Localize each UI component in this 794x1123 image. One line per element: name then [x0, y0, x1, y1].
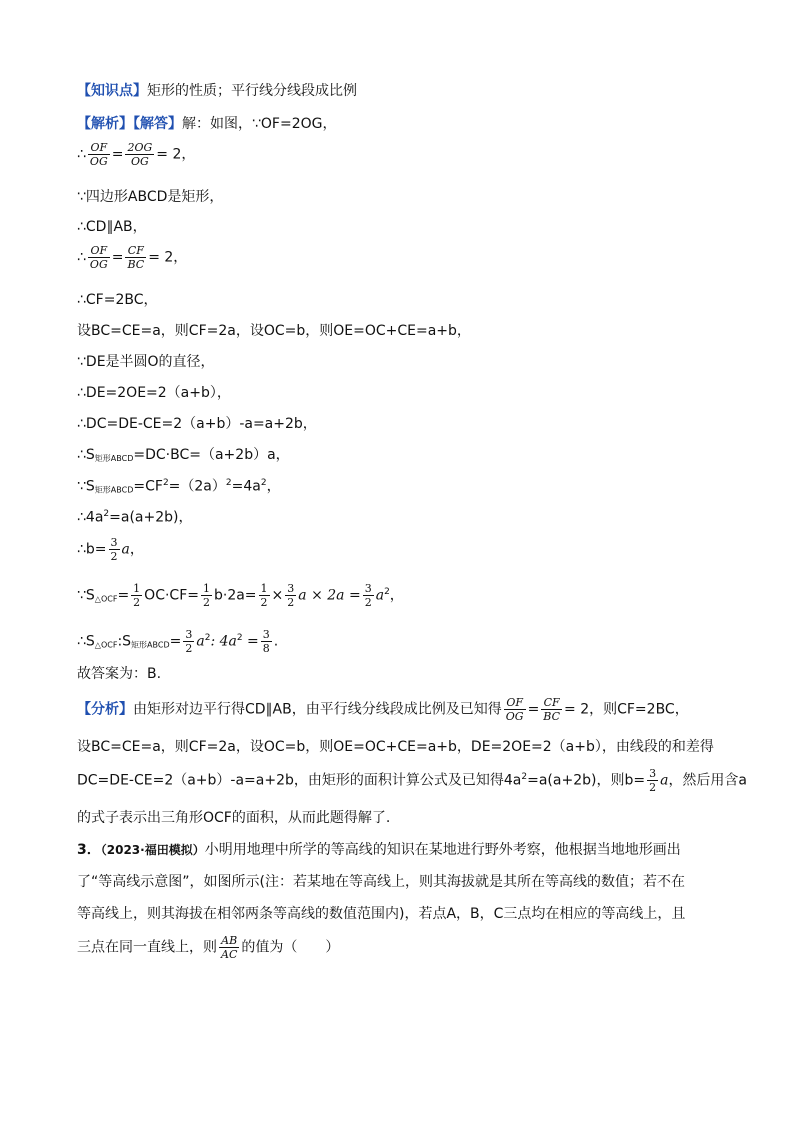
step-10-b: =DC·BC=（a+2b）a，	[133, 447, 290, 463]
step-11-b: =CF	[133, 478, 163, 495]
step-12-b: =a(a+2b)，	[109, 509, 193, 526]
fraction-1-2: $\frac{1}{2}$	[260, 582, 268, 609]
exp: 2	[204, 632, 211, 643]
step-4-prefix: ∴	[77, 249, 86, 266]
step-10	[77, 448, 290, 463]
step-9: ∴DC=DE-CE=2（a+b）-a=a+2b，	[77, 416, 317, 432]
fraction-2og-og: $\frac{2OG}{OG}$	[127, 141, 153, 168]
exp: 2	[103, 509, 110, 519]
step-2: ∵四边形ABCD是矩形，	[77, 189, 224, 205]
question-l4a: 三点在同一直线上，则	[77, 939, 217, 956]
fraction-3-8: $\frac{3}{8}$	[262, 628, 270, 655]
summary-tag: 【分析】	[77, 701, 133, 718]
fraction-3-2: $\frac{3}{2}$	[110, 536, 118, 563]
analysis-tag: 【解析】	[77, 116, 133, 132]
step-1-prefix: ∴	[77, 146, 86, 163]
answer-tag: 【解答】	[133, 116, 182, 132]
exp: 2	[162, 478, 169, 488]
summary-line-2: 设BC=CE=a，则CF=2a，设OC=b，则OE=OC+CE=a+b，DE=2OE=2（a+b），由线段的和差得	[77, 739, 714, 755]
fraction-cf-bc: $\frac{CF}{BC}$	[127, 244, 145, 271]
equals-sign: =	[527, 701, 540, 718]
question-line-2: 了“等高线示意图”，如图所示(注：若某地在等高线上，则其海拔就是其所在等高线的数值；若不在	[77, 874, 685, 890]
step-8: ∴DE=2OE=2（a+b），	[77, 385, 231, 401]
summary-l1b: = 2，则CF=2BC，	[564, 701, 689, 718]
summary-line-3	[77, 768, 747, 793]
rect-subscript: 矩形ABCD	[94, 485, 134, 495]
step-7: ∵DE是半圆O的直径，	[77, 354, 215, 370]
step-5: ∴CF=2BC，	[77, 292, 158, 308]
var-a: a	[660, 772, 669, 789]
summary-l3c: ，然后用含a	[668, 772, 748, 789]
exp: 2	[260, 478, 267, 488]
tri-subscript: △OCF	[94, 640, 118, 650]
var-a: a	[121, 541, 130, 558]
question-source: （2023·福田模拟）	[100, 843, 205, 857]
step-11-d: =4a	[231, 478, 261, 495]
step-14-b: =	[117, 587, 130, 604]
exp: 2	[521, 771, 528, 782]
step-15-e: : 4a	[210, 633, 237, 650]
step-4	[77, 245, 187, 270]
step-13-a: ∴b=	[77, 541, 107, 558]
exp: 2	[236, 632, 243, 643]
question-number: 3．	[77, 842, 101, 858]
fraction-ab-ac: $\frac{AB}{AC}$	[221, 934, 238, 961]
step-11	[77, 479, 281, 495]
rect-subscript: 矩形ABCD	[94, 454, 134, 463]
equals-sign: =	[111, 249, 124, 266]
fraction-cf-bc: $\frac{CF}{BC}$	[543, 696, 561, 723]
fraction-of-og: $\frac{OF}{OG}$	[505, 696, 524, 723]
knowledge-point-text: 矩形的性质；平行线分线段成比例	[147, 83, 357, 99]
summary-line-1	[77, 697, 689, 722]
step-3: ∴CD∥AB，	[77, 219, 147, 235]
question-line-3: 等高线上，则其海拔在相邻两条等高线的数值范围内)，若点A，B，C三点均在相应的等高线上，且	[77, 906, 686, 922]
step-12	[77, 510, 192, 525]
step-14	[77, 583, 404, 608]
fraction-of-og: $\frac{OF}{OG}$	[89, 244, 108, 271]
fraction-1-2: $\frac{1}{2}$	[133, 582, 141, 609]
knowledge-point-tag: 【知识点】	[77, 83, 147, 99]
step-15-c: =	[169, 633, 182, 650]
step-15	[77, 629, 278, 654]
step-15-f: =	[242, 633, 259, 650]
step-14-f: a × 2a =	[298, 587, 361, 604]
tri-subscript: △OCF	[94, 594, 118, 604]
fraction-3-2: $\frac{3}{2}$	[364, 582, 372, 609]
fraction-3-2: $\frac{3}{2}$	[287, 582, 295, 609]
fraction-3-2: $\frac{3}{2}$	[649, 767, 657, 794]
fraction-1-2: $\frac{1}{2}$	[202, 582, 210, 609]
step-11-c: =（2a）	[168, 478, 226, 495]
step-13-tail: ，	[129, 541, 144, 558]
summary-l3a: DC=DE-CE=2（a+b）-a=a+2b，由矩形的面积计算公式及已知得4a	[77, 772, 522, 789]
exp: 2	[225, 478, 232, 488]
step-15-g: .	[273, 633, 279, 650]
question-line-1	[77, 843, 681, 857]
step-11-a: ∵S	[77, 478, 95, 495]
question-l1: 小明用地理中所学的等高线的知识在某地进行野外考察，他根据当地地形画出	[204, 842, 681, 858]
fraction-of-og: $\frac{OF}{OG}$	[89, 141, 108, 168]
knowledge-point-line	[77, 84, 357, 98]
step-6: 设BC=CE=a，则CF=2a，设OC=b，则OE=OC+CE=a+b，	[77, 323, 471, 339]
step-16-answer: 故答案为：B.	[77, 666, 162, 682]
step-14-a: ∵S	[77, 587, 95, 604]
step-14-h: ，	[389, 587, 404, 604]
question-l4b: 的值为（ ）	[241, 939, 340, 956]
step-11-e: ，	[266, 478, 281, 495]
question-line-4	[77, 935, 339, 960]
var-a: a	[196, 633, 205, 650]
step-4-tail: = 2，	[148, 249, 188, 266]
step-13	[77, 537, 144, 562]
step-10-a: ∴S	[77, 447, 95, 463]
step-15-b: :S	[117, 633, 132, 650]
step-15-a: ∴S	[77, 633, 95, 650]
step-1-tail: = 2，	[156, 146, 196, 163]
step-14-c: OC·CF=	[144, 587, 199, 604]
summary-line-4: 的式子表示出三角形OCF的面积，从而此题得解了.	[77, 810, 391, 826]
summary-l1a: 由矩形对边平行得CD∥AB，由平行线分线段成比例及已知得	[133, 701, 502, 718]
times-sign: ×	[271, 587, 284, 604]
var-a: a	[375, 587, 385, 604]
rect-subscript: 矩形ABCD	[131, 640, 170, 650]
step-14-d: b·2a=	[213, 587, 257, 604]
step-1	[77, 142, 195, 167]
exp: 2	[384, 586, 390, 597]
analysis-header-line	[77, 117, 337, 131]
step-12-a: ∴4a	[77, 509, 104, 526]
analysis-intro: 解：如图，∵OF=2OG，	[182, 116, 337, 132]
summary-l3b: =a(a+2b)，则b=	[527, 772, 646, 789]
fraction-3-2: $\frac{3}{2}$	[185, 628, 193, 655]
equals-sign: =	[111, 146, 124, 163]
